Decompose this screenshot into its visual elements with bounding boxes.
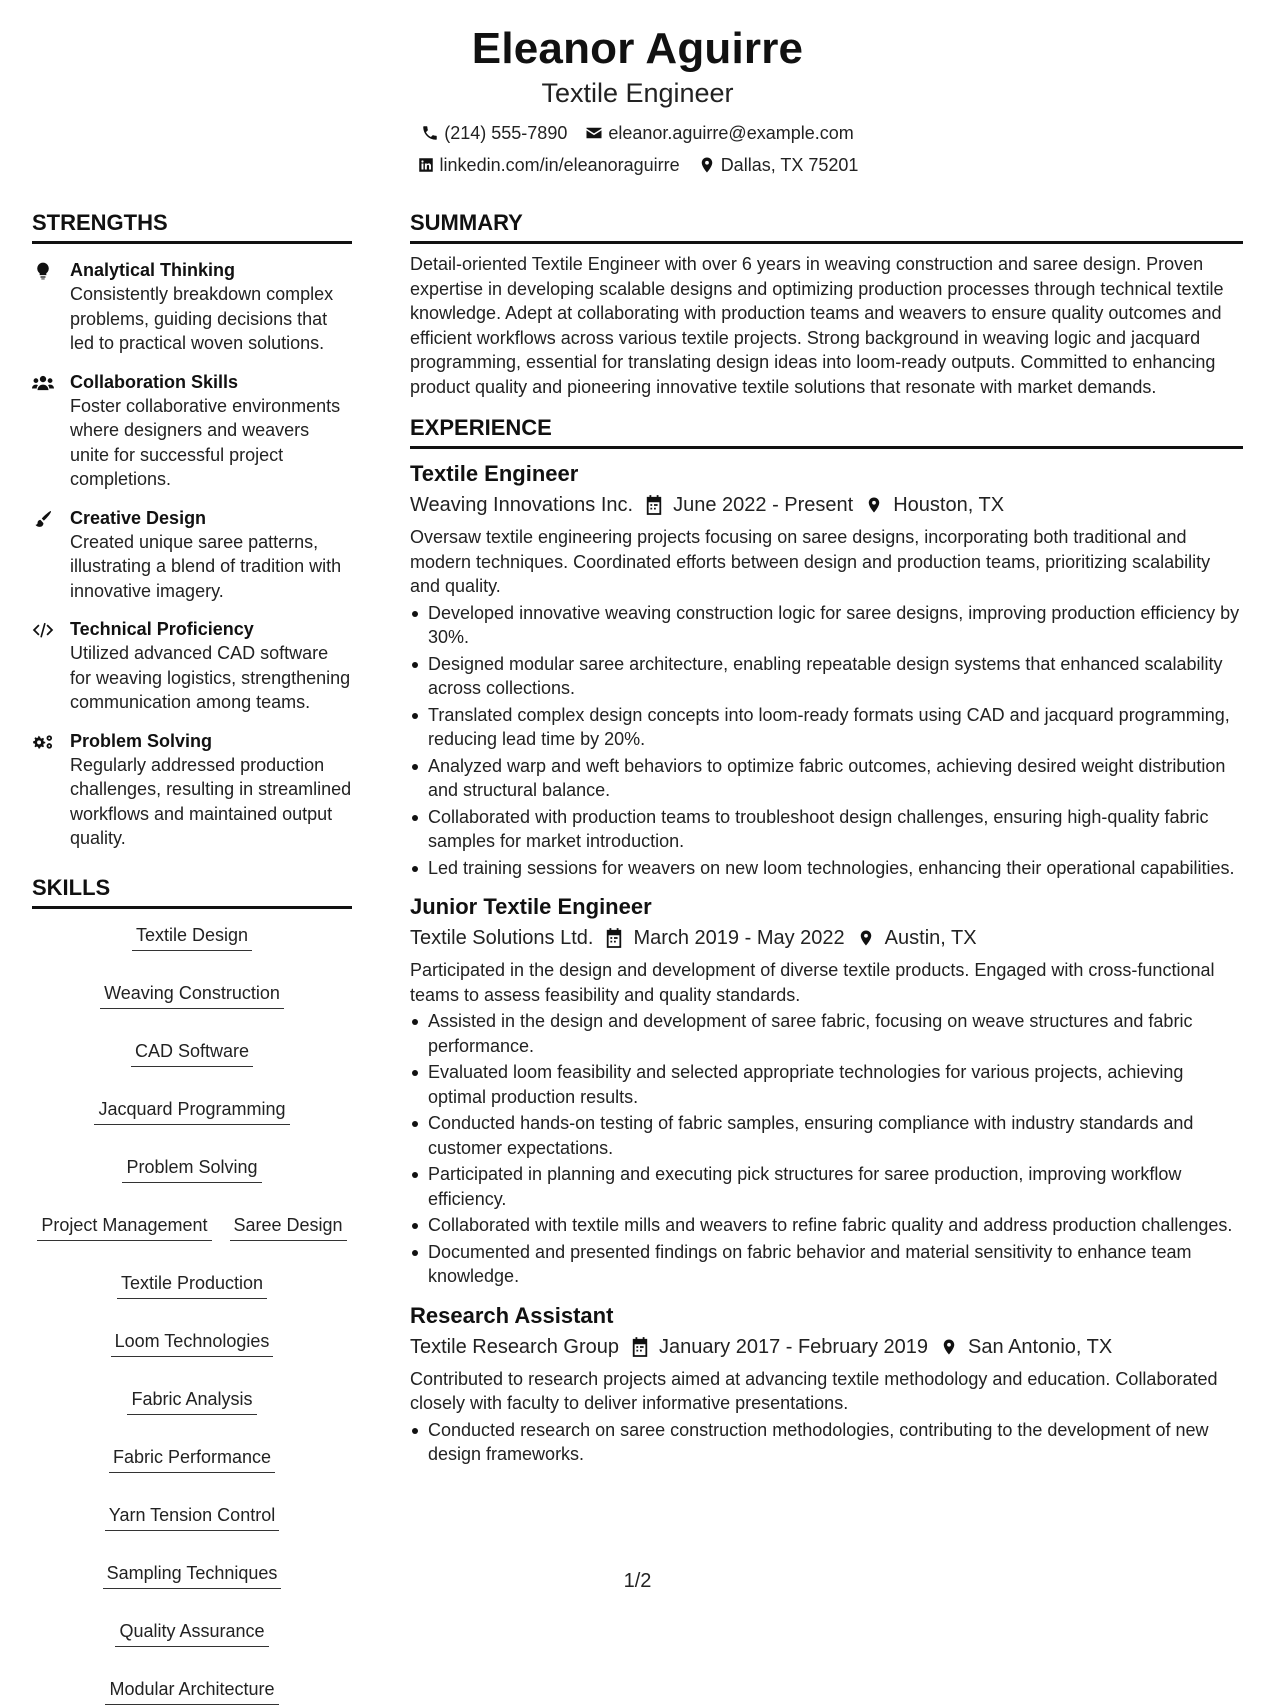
job-description: Oversaw textile engineering projects focusing on saree designs, incorporating both traditional and modern techniques. Coordinated efforts between design and production teams, prioritizing scalability and quality. — [410, 527, 1211, 596]
location-text: Dallas, TX 75201 — [720, 155, 859, 175]
skill-tag: Saree Design — [230, 1213, 347, 1241]
skill-tag: CAD Software — [131, 1039, 253, 1067]
bullet-item: Evaluated loom feasibility and selected appropriate technologies for various projects, achieving optimal production results. — [410, 1060, 1243, 1109]
strength-desc: Created unique saree patterns, illustrating a blend of tradition with innovative imagery. — [70, 531, 342, 601]
linkedin-contact[interactable] — [417, 154, 680, 176]
job-title: Research Assistant — [410, 1302, 614, 1328]
bullet-item: Led training sessions for weavers on new loom technologies, enhancing their operational capabilities. — [410, 856, 1243, 881]
skill-tag: Project Management — [37, 1213, 211, 1241]
calendar-icon — [645, 495, 663, 515]
strength-desc: Utilized advanced CAD software for weaving logistics, strengthening communication among teams. — [70, 643, 351, 712]
page-number: 1/2 — [623, 1570, 652, 1592]
job-meta — [410, 1333, 1243, 1361]
strength-item — [32, 506, 352, 604]
strength-desc: Foster collaborative environments where designers and weavers unite for successful project completions. — [70, 395, 341, 489]
map-pin-icon — [940, 1337, 958, 1357]
bullet-item: Developed innovative weaving construction logic for saree designs, improving production efficiency by 30%. — [410, 601, 1243, 650]
code-icon — [32, 620, 54, 640]
job-meta — [410, 491, 1243, 519]
strength-item — [32, 617, 352, 715]
envelope-icon — [585, 124, 603, 142]
skill-tag: Modular Architecture — [105, 1677, 278, 1705]
job-company: Textile Research Group — [410, 1335, 619, 1358]
map-pin-icon — [857, 928, 875, 948]
users-icon — [32, 373, 54, 393]
job-title: Textile Engineer — [410, 461, 579, 486]
strength-desc: Regularly addressed production challenges, resulting in streamlined workflows and maintained output quality. — [70, 754, 352, 848]
bullet-item: Conducted research on saree construction methodologies, contributing to the development of new design frameworks. — [410, 1418, 1243, 1467]
email-contact[interactable] — [585, 122, 853, 144]
map-pin-icon — [698, 156, 716, 174]
gears-icon — [32, 732, 54, 752]
strength-title: Problem Solving — [70, 730, 213, 751]
calendar-icon — [631, 1337, 649, 1357]
experience-heading: EXPERIENCE — [410, 415, 1243, 449]
skill-tag: Textile Design — [132, 923, 252, 951]
paintbrush-icon — [32, 509, 54, 529]
bullet-item: Designed modular saree architecture, enabling repeatable design systems that enhanced scalability across collections. — [410, 652, 1243, 701]
skills-heading: SKILLS — [32, 875, 352, 909]
strength-title: Analytical Thinking — [70, 260, 236, 280]
job-entry — [410, 1301, 1243, 1467]
summary-text: Detail-oriented Textile Engineer with over 6 years in weaving construction and saree design. Proven expertise in developing scalable designs and optimizing production processes through technical textile knowledge. Adept at collaborating with production teams and weavers to ensure quality outcomes and efficient workflows across various textile projects. Strong background in weaving logic and jacquard programming, essential for translating design ideas into loom-ready outputs. Committed to enhancing product quality and pioneering innovative textile solutions that resonate with market demands. — [410, 254, 1224, 397]
job-location: San Antonio, TX — [968, 1335, 1113, 1358]
candidate-name: Eleanor Aguirre — [471, 24, 804, 73]
job-entry — [410, 459, 1243, 880]
map-pin-icon — [865, 495, 883, 515]
bullet-item: Documented and presented findings on fabric behavior and material sensitivity to enhance team knowledge. — [410, 1240, 1243, 1289]
contact-row-2 — [0, 154, 1275, 176]
job-title: Junior Textile Engineer — [410, 894, 652, 919]
linkedin-text: linkedin.com/in/eleanoraguirre — [439, 155, 680, 175]
phone-icon — [421, 124, 439, 142]
strength-title: Creative Design — [70, 507, 207, 528]
strengths-heading: STRENGTHS — [32, 210, 352, 244]
job-bullets — [410, 1418, 1243, 1467]
job-dates: June 2022 - Present — [673, 494, 854, 516]
strength-item — [32, 258, 352, 356]
job-location: Houston, TX — [893, 494, 1005, 516]
summary-heading: SUMMARY — [410, 210, 1243, 244]
bullet-item: Conducted hands-on testing of fabric samples, ensuring compliance with industry standards and customer expectations. — [410, 1111, 1243, 1160]
skill-tag: Fabric Analysis — [127, 1387, 256, 1415]
contact-row-1 — [0, 122, 1275, 144]
strength-item — [32, 729, 352, 851]
job-description: Participated in the design and development of diverse textile products. Engaged with cross-functional teams to assess feasibility and quality standards. — [410, 960, 1215, 1005]
bullet-item: Participated in planning and executing pick structures for saree production, improving workflow efficiency. — [410, 1162, 1243, 1211]
lightbulb-icon — [32, 261, 54, 281]
skill-tag: Weaving Construction — [100, 981, 284, 1009]
email-text: eleanor.aguirre@example.com — [608, 123, 854, 143]
phone-contact — [421, 122, 567, 144]
job-description: Contributed to research projects aimed at advancing textile methodology and education. Collaborated closely with faculty to deliver informative presentations. — [410, 1368, 1218, 1413]
job-company: Textile Solutions Ltd. — [410, 927, 594, 949]
job-entry — [410, 892, 1243, 1289]
skill-tag: Textile Production — [117, 1271, 267, 1299]
bullet-item: Assisted in the design and development of saree fabric, focusing on weave structures and fabric performance. — [410, 1009, 1243, 1058]
job-location: Austin, TX — [884, 927, 977, 949]
phone-text: (214) 555-7890 — [444, 123, 568, 143]
job-dates: January 2017 - February 2019 — [658, 1335, 929, 1358]
bullet-item: Collaborated with production teams to troubleshoot design challenges, ensuring high-quality fabric samples for market introduction. — [410, 805, 1243, 854]
linkedin-icon — [417, 156, 435, 174]
skill-tag: Loom Technologies — [111, 1329, 274, 1357]
strength-desc: Consistently breakdown complex problems, guiding decisions that led to practical woven solutions. — [70, 284, 334, 353]
skill-tag: Problem Solving — [122, 1155, 261, 1183]
skill-tag: Quality Assurance — [115, 1619, 268, 1647]
strength-title: Technical Proficiency — [70, 619, 254, 639]
candidate-title: Textile Engineer — [541, 78, 734, 108]
location-contact — [698, 154, 859, 176]
job-dates: March 2019 - May 2022 — [633, 927, 845, 949]
left-column — [32, 210, 352, 1705]
skill-tag: Sampling Techniques — [103, 1561, 282, 1589]
job-company: Weaving Innovations Inc. — [410, 494, 634, 516]
bullet-item: Translated complex design concepts into loom-ready formats using CAD and jacquard programming, reducing lead time by 20%. — [410, 703, 1243, 752]
resume-header — [0, 18, 1275, 176]
skill-tag: Fabric Performance — [109, 1445, 275, 1473]
job-bullets — [410, 601, 1243, 881]
strength-item — [32, 370, 352, 492]
strength-title: Collaboration Skills — [70, 371, 239, 392]
job-meta — [410, 924, 1243, 952]
bullet-item: Analyzed warp and weft behaviors to optimize fabric outcomes, achieving desired weight distribution and structural balance. — [410, 754, 1243, 803]
right-column — [410, 210, 1243, 1469]
calendar-icon — [605, 928, 623, 948]
skill-tag: Yarn Tension Control — [105, 1503, 279, 1531]
skill-tag: Jacquard Programming — [94, 1097, 289, 1125]
job-bullets — [410, 1009, 1243, 1289]
bullet-item: Collaborated with textile mills and weavers to refine fabric quality and address production challenges. — [410, 1213, 1243, 1238]
